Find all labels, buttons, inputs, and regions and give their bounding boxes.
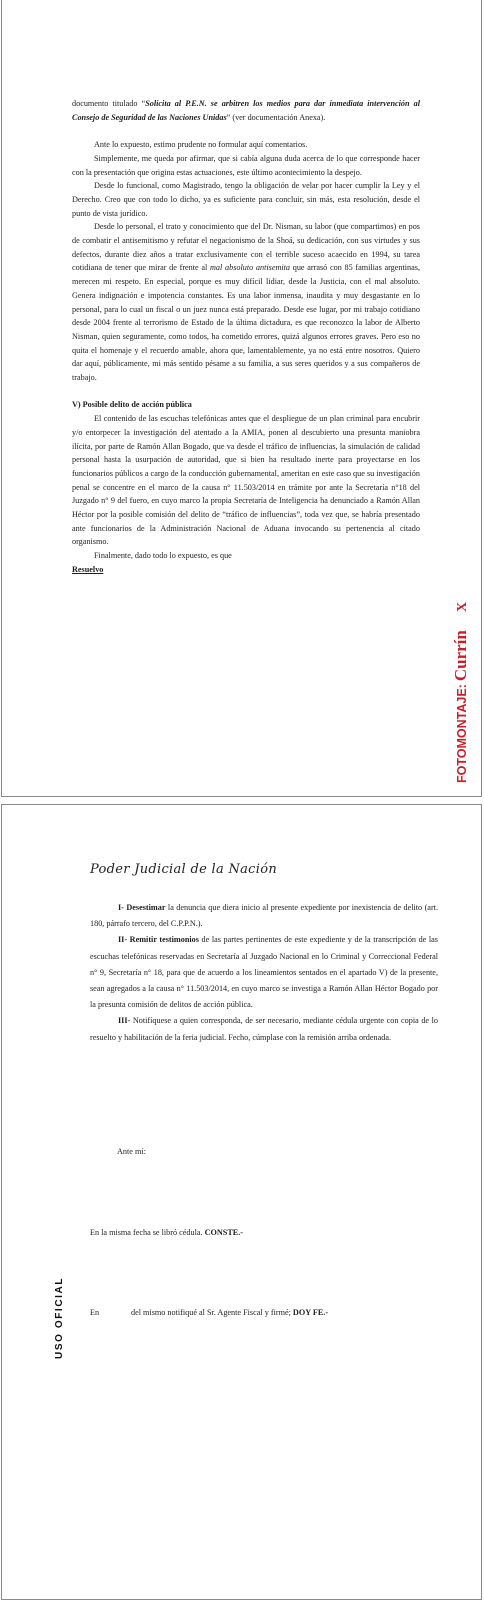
page1-body: [72, 97, 420, 577]
paragraph-p2: [72, 152, 420, 179]
doy-fe-text: DOY FE.-: [292, 1308, 329, 1317]
paragraph-p4: [72, 220, 420, 384]
uso-oficial-stamp: [48, 1235, 68, 1363]
paragraph-p6: [72, 412, 420, 549]
notificacion-line: [131, 1308, 328, 1317]
text-run: mal absoluto antisemita: [210, 263, 291, 273]
cedula-text: En la misma fecha se libró cédula.: [90, 1228, 203, 1237]
text-run: que arrasó con 85 familias argentinas, merecen mi respeto. En especial, porque es muy difícil lidiar, desde la Justicia, con el mal absoluto. Genera indignación e impotencia constantes. Es una labor inmensa, inaudita y muy desgastante en lo personal, para lo cual un fiscal o un juez nunca está preparado. Desde ese lugar, por mi trabajo cotidiano desde 2004 frente al terrorismo de Estado de la última dictadura, es que reconozco la labor de Alberto Nisman, quien seguramente, como todos, ha cometido errores, quizá algunos errores graves. Pero eso no quita el homenaje y el recuerdo amable, ahora que, lamentablemente, ya no está entre nosotros. Quiero dar aquí, públicamente, mi más sentido pésame a su familia, a sus seres queridos y a sus compañeros de trabajo.: [72, 263, 420, 383]
text-run: II- Remitir testimonios: [118, 935, 199, 945]
cedula-line: [90, 1228, 243, 1237]
text-run: I- Desestimar: [118, 903, 166, 912]
notificacion-en: En: [90, 1308, 100, 1317]
uso-oficial-text: USO OFICIAL: [54, 1276, 65, 1359]
text-run: Finalmente, dado todo lo expuesto, es que: [94, 551, 232, 561]
paragraph-q1: [90, 900, 438, 932]
text-run: de las partes pertinentes de este expediente y de la transcripción de las escuchas telefónicas reservadas en Secretaría al Juzgado Nacional en lo Criminal y Correccional Federal n° 9, Secretaría n° 18, para que de acuerdo a los lineamientos sentados en el apartado V) de la presente, sean agregados a la causa n° 11.503/2014, en cuyo marco se investiga a Ramón Allan Héctor Bogado por la presunta comisión de delitos de acción pública.: [90, 935, 438, 1010]
paragraph-p0: [72, 97, 420, 124]
paragraph-p5: [72, 398, 420, 412]
paragraph-p3: [72, 179, 420, 220]
paragraph-q2: [90, 932, 438, 1013]
text-run: V) Posible delito de acción pública: [72, 400, 192, 410]
text-run: Notifíquese a quien corresponda, de ser necesario, mediante cédula urgente con copia de lo resuelto y habilitación de la feria judicial. Fecho, cúmplase con la remisión arriba ordenada.: [90, 1016, 438, 1042]
text-run: III-: [118, 1016, 131, 1026]
text-run: Desde lo personal, el trato y conocimiento que del Dr. Nisman, su labor (que compartimos) en pos de combatir el antisemitismo y refutar el negacionismo de la Shoá, su dedicación, con sus virtudes y sus defectos, durante diez años a tratar exclusivamente con el terrible suceso acaecido en 1994, su tarea cotidiana de tener que mirar de frente al: [72, 222, 420, 273]
text-run: Resuelvo: [72, 564, 104, 574]
text-run: documento titulado “: [72, 99, 146, 108]
text-run: la denuncia que diera inicio al presente expediente por inexistencia de delito (art. 180, párrafo tercero, del C.P.P.N.).: [90, 903, 438, 929]
watermark-x-mark: X: [455, 601, 470, 612]
text-run: Solicita al P.E.N. se arbitren los medios para dar inmediata intervención al Consejo de Seguridad de las Naciones Unidas: [72, 99, 421, 122]
notificacion-text: del mismo notifiqué al Sr. Agente Fiscal y firmé;: [131, 1308, 291, 1317]
ante-mi-label: Ante mí:: [117, 1147, 146, 1156]
fotomontaje-watermark: [445, 600, 475, 785]
paragraph-p7: [72, 549, 420, 563]
watermark-brand: Currín: [451, 630, 470, 682]
blank-line: [72, 124, 420, 138]
paragraph-p1: [72, 138, 420, 152]
text-run: El contenido de las escuchas telefónicas antes que el despliegue de un plan criminal para encubrir y/o entorpecer la investigación del atentado a la AMIA, ponen al descubierto una presunta maniobra ilícita, por parte de Ramón Allan Bogado, que va desde el tráfico de influencias, la simulación de calidad personal hasta la usurpación de autoridad, que si bien ha resultado inerte para proyectarse en los funcionarios públicos a cargo de la conducción gubernamental, ameritan en este caso que su investigación penal se concentre en el marco de la causa n° 11.503/2014 en trámite por ante la Secretaría n°18 del Juzgado n° 9 del fuero, en cuyo marco la propia Secretaría de Inteligencia ha denunciado a Ramón Allan Héctor por la posible comisión del delito de “tráfico de influencias”, toda vez que, se habría presentado ante funcionarios de la Administración Nacional de Aduana invocando su pertenencia al citado organismo.: [72, 414, 420, 547]
page-gap: [0, 797, 484, 804]
text-run: ” (ver documentación Anexa).: [226, 112, 326, 122]
text-run: Ante lo expuesto, estimo prudente no formular aquí comentarios.: [94, 140, 308, 150]
paragraph-p8: [72, 563, 420, 577]
watermark-text: [451, 630, 470, 783]
page2-body: [90, 900, 438, 1046]
text-run: Desde lo funcional, como Magistrado, tengo la obligación de velar por hacer cumplir la Ley y el Derecho. Creo que con todo lo dicho, ya es suficiente para concluir, sin más, esta resolución, desde el punto de vista jurídico.: [72, 181, 420, 218]
conste-text: CONSTE.-: [204, 1228, 244, 1237]
blank-line: [72, 385, 420, 399]
paragraph-q3: [90, 1013, 438, 1045]
court-header: Poder Judicial de la Nación: [90, 862, 278, 877]
watermark-label: FOTOMONTAJE:: [455, 684, 469, 783]
text-run: Simplemente, me queda por afirmar, que si cabía alguna duda acerca de lo que corresponde hacer con la presentación que origina estas actuaciones, este último acontecimiento la despejo.: [72, 153, 420, 177]
